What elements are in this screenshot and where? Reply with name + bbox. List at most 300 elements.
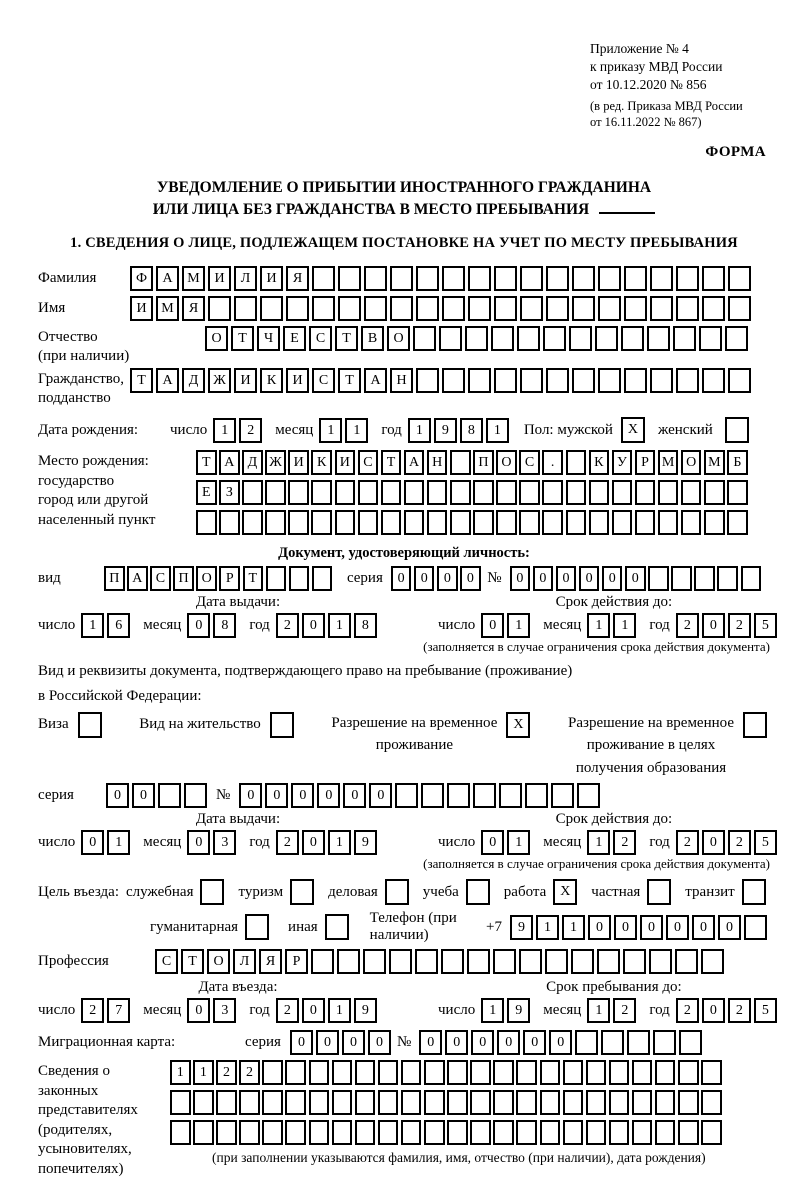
representative-cell[interactable] bbox=[355, 1060, 376, 1085]
representative-cell[interactable] bbox=[701, 1090, 722, 1115]
name-cell[interactable] bbox=[312, 296, 335, 321]
representative-cell[interactable] bbox=[309, 1120, 330, 1145]
birth-place-cell[interactable] bbox=[519, 480, 540, 505]
birth-place-cell[interactable]: Б bbox=[727, 450, 748, 475]
name-cell[interactable] bbox=[598, 296, 621, 321]
name-cell[interactable] bbox=[676, 296, 699, 321]
name-cell[interactable] bbox=[702, 296, 725, 321]
surname-cell[interactable]: Ф bbox=[130, 266, 153, 291]
migration-number-cell[interactable]: 0 bbox=[471, 1030, 494, 1055]
residence-issue-day-cell[interactable]: 0 bbox=[81, 830, 104, 855]
phone-cell[interactable]: 0 bbox=[588, 915, 611, 940]
citizenship-cell[interactable] bbox=[598, 368, 621, 393]
representative-cell[interactable] bbox=[216, 1090, 237, 1115]
phone-cell[interactable]: 1 bbox=[536, 915, 559, 940]
citizenship-cell[interactable] bbox=[442, 368, 465, 393]
residence-issue-year-cell[interactable]: 9 bbox=[354, 830, 377, 855]
identity-issue-year-cell[interactable]: 2 bbox=[276, 613, 299, 638]
birth-place-cell[interactable]: С bbox=[358, 450, 379, 475]
profession-cell[interactable] bbox=[441, 949, 464, 974]
birth-place-cell[interactable]: М bbox=[704, 450, 725, 475]
residence-issue-month-cell[interactable]: 0 bbox=[187, 830, 210, 855]
birth-date-year-cell[interactable]: 1 bbox=[408, 418, 431, 443]
name-cell[interactable] bbox=[286, 296, 309, 321]
patronymic-cell[interactable]: О bbox=[205, 326, 228, 351]
migration-series-cell[interactable]: 0 bbox=[290, 1030, 313, 1055]
stay-date-year-cell[interactable]: 2 bbox=[728, 998, 751, 1023]
citizenship-cell[interactable] bbox=[572, 368, 595, 393]
representative-cell[interactable] bbox=[678, 1060, 699, 1085]
surname-cell[interactable] bbox=[546, 266, 569, 291]
birth-place-cell[interactable]: О bbox=[681, 450, 702, 475]
name-cell[interactable] bbox=[338, 296, 361, 321]
migration-number-cell[interactable] bbox=[627, 1030, 650, 1055]
birth-date-year-cell[interactable]: 8 bbox=[460, 418, 483, 443]
birth-place-cell[interactable] bbox=[219, 510, 240, 535]
residence-series-cell[interactable]: 0 bbox=[106, 783, 129, 808]
identity-issue-year-cell[interactable]: 8 bbox=[354, 613, 377, 638]
residence-series-cell[interactable] bbox=[184, 783, 207, 808]
identity-issue-day-cell[interactable]: 6 bbox=[107, 613, 130, 638]
representative-cell[interactable] bbox=[470, 1120, 491, 1145]
residence-number-cell[interactable] bbox=[421, 783, 444, 808]
residence-issue-day-cell[interactable]: 1 bbox=[107, 830, 130, 855]
residence-number-cell[interactable] bbox=[473, 783, 496, 808]
phone-cell[interactable]: 9 bbox=[510, 915, 533, 940]
representative-cell[interactable] bbox=[701, 1120, 722, 1145]
purpose-official-checkbox[interactable] bbox=[200, 879, 224, 905]
name-cell[interactable]: М bbox=[156, 296, 179, 321]
patronymic-cell[interactable] bbox=[699, 326, 722, 351]
patronymic-cell[interactable]: Т bbox=[335, 326, 358, 351]
surname-cell[interactable] bbox=[676, 266, 699, 291]
stay-date-month-cell[interactable]: 2 bbox=[613, 998, 636, 1023]
entry-date-year-cell[interactable]: 1 bbox=[328, 998, 351, 1023]
profession-cell[interactable] bbox=[545, 949, 568, 974]
profession-cell[interactable] bbox=[701, 949, 724, 974]
migration-number-cell[interactable] bbox=[575, 1030, 598, 1055]
birth-place-cell[interactable] bbox=[473, 480, 494, 505]
residence-valid-year-cell[interactable]: 2 bbox=[676, 830, 699, 855]
representative-cell[interactable] bbox=[447, 1090, 468, 1115]
representative-cell[interactable] bbox=[401, 1060, 422, 1085]
entry-date-day-cell[interactable]: 2 bbox=[81, 998, 104, 1023]
patronymic-cell[interactable]: С bbox=[309, 326, 332, 351]
birth-place-cell[interactable]: К bbox=[589, 450, 610, 475]
birth-place-cell[interactable] bbox=[358, 510, 379, 535]
patronymic-cell[interactable] bbox=[569, 326, 592, 351]
birth-place-cell[interactable] bbox=[496, 480, 517, 505]
citizenship-cell[interactable]: А bbox=[364, 368, 387, 393]
migration-number-cell[interactable] bbox=[601, 1030, 624, 1055]
migration-number-cell[interactable]: 0 bbox=[549, 1030, 572, 1055]
birth-place-cell[interactable] bbox=[242, 480, 263, 505]
surname-cell[interactable] bbox=[598, 266, 621, 291]
name-cell[interactable] bbox=[364, 296, 387, 321]
citizenship-cell[interactable]: А bbox=[156, 368, 179, 393]
representative-cell[interactable] bbox=[401, 1120, 422, 1145]
identity-issue-year-cell[interactable]: 1 bbox=[328, 613, 351, 638]
representative-cell[interactable] bbox=[540, 1060, 561, 1085]
birth-place-cell[interactable] bbox=[658, 510, 679, 535]
citizenship-cell[interactable]: С bbox=[312, 368, 335, 393]
surname-cell[interactable] bbox=[338, 266, 361, 291]
birth-place-cell[interactable] bbox=[265, 480, 286, 505]
patronymic-cell[interactable] bbox=[595, 326, 618, 351]
profession-cell[interactable] bbox=[597, 949, 620, 974]
identity-number-cell[interactable]: 0 bbox=[579, 566, 600, 591]
surname-cell[interactable] bbox=[702, 266, 725, 291]
migration-number-cell[interactable]: 0 bbox=[523, 1030, 546, 1055]
representative-cell[interactable] bbox=[516, 1060, 537, 1085]
identity-number-cell[interactable] bbox=[741, 566, 762, 591]
profession-cell[interactable]: Р bbox=[285, 949, 308, 974]
purpose-other-checkbox[interactable] bbox=[325, 914, 349, 940]
birth-place-cell[interactable]: О bbox=[496, 450, 517, 475]
representative-cell[interactable] bbox=[540, 1120, 561, 1145]
representative-cell[interactable] bbox=[285, 1090, 306, 1115]
identity-valid-day-cell[interactable]: 0 bbox=[481, 613, 504, 638]
birth-place-cell[interactable] bbox=[635, 510, 656, 535]
surname-cell[interactable] bbox=[416, 266, 439, 291]
residence-number-cell[interactable] bbox=[395, 783, 418, 808]
migration-number-cell[interactable] bbox=[653, 1030, 676, 1055]
phone-cell[interactable]: 1 bbox=[562, 915, 585, 940]
residence-number-cell[interactable]: 0 bbox=[291, 783, 314, 808]
birth-place-cell[interactable] bbox=[542, 510, 563, 535]
representative-cell[interactable]: 2 bbox=[216, 1060, 237, 1085]
profession-cell[interactable] bbox=[337, 949, 360, 974]
residence-number-cell[interactable]: 0 bbox=[265, 783, 288, 808]
identity-number-cell[interactable] bbox=[694, 566, 715, 591]
representative-cell[interactable] bbox=[470, 1090, 491, 1115]
patronymic-cell[interactable]: Т bbox=[231, 326, 254, 351]
residence-issue-year-cell[interactable]: 1 bbox=[328, 830, 351, 855]
residence-series-cell[interactable]: 0 bbox=[132, 783, 155, 808]
birth-place-cell[interactable]: А bbox=[404, 450, 425, 475]
identity-valid-year-cell[interactable]: 5 bbox=[754, 613, 777, 638]
birth-place-cell[interactable]: Р bbox=[635, 450, 656, 475]
citizenship-cell[interactable] bbox=[728, 368, 751, 393]
identity-valid-month-cell[interactable]: 1 bbox=[613, 613, 636, 638]
migration-number-cell[interactable] bbox=[679, 1030, 702, 1055]
birth-place-cell[interactable] bbox=[288, 480, 309, 505]
surname-cell[interactable] bbox=[312, 266, 335, 291]
birth-date-month-cell[interactable]: 1 bbox=[319, 418, 342, 443]
identity-kind-cell[interactable]: Т bbox=[243, 566, 264, 591]
residence-issue-month-cell[interactable]: 3 bbox=[213, 830, 236, 855]
representative-cell[interactable] bbox=[193, 1090, 214, 1115]
residence-valid-year-cell[interactable]: 0 bbox=[702, 830, 725, 855]
birth-place-cell[interactable]: К bbox=[311, 450, 332, 475]
patronymic-cell[interactable]: В bbox=[361, 326, 384, 351]
patronymic-cell[interactable] bbox=[465, 326, 488, 351]
identity-kind-cell[interactable]: П bbox=[173, 566, 194, 591]
birth-place-cell[interactable] bbox=[450, 480, 471, 505]
citizenship-cell[interactable]: Ж bbox=[208, 368, 231, 393]
identity-kind-cell[interactable] bbox=[289, 566, 310, 591]
identity-kind-cell[interactable]: П bbox=[104, 566, 125, 591]
migration-series-cell[interactable]: 0 bbox=[368, 1030, 391, 1055]
birth-place-cell[interactable] bbox=[265, 510, 286, 535]
residence-valid-month-cell[interactable]: 2 bbox=[613, 830, 636, 855]
profession-cell[interactable]: Т bbox=[181, 949, 204, 974]
birth-place-cell[interactable] bbox=[727, 510, 748, 535]
birth-place-cell[interactable]: У bbox=[612, 450, 633, 475]
representative-cell[interactable] bbox=[632, 1120, 653, 1145]
migration-number-cell[interactable]: 0 bbox=[445, 1030, 468, 1055]
representative-cell[interactable] bbox=[493, 1060, 514, 1085]
name-cell[interactable] bbox=[650, 296, 673, 321]
name-cell[interactable] bbox=[468, 296, 491, 321]
representative-cell[interactable] bbox=[632, 1060, 653, 1085]
representative-cell[interactable] bbox=[586, 1060, 607, 1085]
representative-cell[interactable] bbox=[678, 1120, 699, 1145]
purpose-transit-checkbox[interactable] bbox=[742, 879, 766, 905]
birth-place-cell[interactable]: С bbox=[519, 450, 540, 475]
identity-valid-year-cell[interactable]: 0 bbox=[702, 613, 725, 638]
birth-place-cell[interactable] bbox=[589, 480, 610, 505]
representative-cell[interactable] bbox=[516, 1090, 537, 1115]
residence-series-cell[interactable] bbox=[158, 783, 181, 808]
birth-place-cell[interactable] bbox=[311, 510, 332, 535]
name-cell[interactable] bbox=[572, 296, 595, 321]
migration-number-cell[interactable]: 0 bbox=[419, 1030, 442, 1055]
patronymic-cell[interactable] bbox=[517, 326, 540, 351]
identity-kind-cell[interactable]: О bbox=[196, 566, 217, 591]
entry-date-month-cell[interactable]: 3 bbox=[213, 998, 236, 1023]
residence-number-cell[interactable]: 0 bbox=[239, 783, 262, 808]
name-cell[interactable] bbox=[520, 296, 543, 321]
representative-cell[interactable] bbox=[563, 1090, 584, 1115]
identity-valid-year-cell[interactable]: 2 bbox=[728, 613, 751, 638]
name-cell[interactable] bbox=[416, 296, 439, 321]
identity-number-cell[interactable] bbox=[648, 566, 669, 591]
patronymic-cell[interactable]: О bbox=[387, 326, 410, 351]
representative-cell[interactable] bbox=[309, 1060, 330, 1085]
birth-place-cell[interactable] bbox=[381, 480, 402, 505]
birth-place-cell[interactable]: Е bbox=[196, 480, 217, 505]
sex-female-checkbox[interactable] bbox=[725, 417, 749, 443]
entry-date-day-cell[interactable]: 7 bbox=[107, 998, 130, 1023]
representative-cell[interactable] bbox=[262, 1060, 283, 1085]
representative-cell[interactable] bbox=[262, 1090, 283, 1115]
birth-place-cell[interactable] bbox=[404, 510, 425, 535]
birth-place-cell[interactable] bbox=[704, 480, 725, 505]
birth-place-cell[interactable] bbox=[242, 510, 263, 535]
representative-cell[interactable] bbox=[470, 1060, 491, 1085]
phone-cell[interactable]: 0 bbox=[718, 915, 741, 940]
patronymic-cell[interactable] bbox=[647, 326, 670, 351]
phone-cell[interactable]: 0 bbox=[692, 915, 715, 940]
representative-cell[interactable]: 1 bbox=[193, 1060, 214, 1085]
representative-cell[interactable] bbox=[701, 1060, 722, 1085]
birth-place-cell[interactable] bbox=[311, 480, 332, 505]
birth-date-month-cell[interactable]: 1 bbox=[345, 418, 368, 443]
entry-date-month-cell[interactable]: 0 bbox=[187, 998, 210, 1023]
birth-place-cell[interactable] bbox=[427, 510, 448, 535]
birth-place-cell[interactable]: З bbox=[219, 480, 240, 505]
birth-place-cell[interactable] bbox=[335, 510, 356, 535]
citizenship-cell[interactable] bbox=[520, 368, 543, 393]
representative-cell[interactable] bbox=[424, 1060, 445, 1085]
profession-cell[interactable] bbox=[493, 949, 516, 974]
profession-cell[interactable] bbox=[311, 949, 334, 974]
citizenship-cell[interactable] bbox=[650, 368, 673, 393]
birth-place-cell[interactable] bbox=[612, 510, 633, 535]
identity-issue-month-cell[interactable]: 0 bbox=[187, 613, 210, 638]
profession-cell[interactable] bbox=[363, 949, 386, 974]
citizenship-cell[interactable]: Н bbox=[390, 368, 413, 393]
representative-cell[interactable] bbox=[378, 1060, 399, 1085]
residence-number-cell[interactable] bbox=[525, 783, 548, 808]
patronymic-cell[interactable] bbox=[621, 326, 644, 351]
surname-cell[interactable]: Л bbox=[234, 266, 257, 291]
birth-place-cell[interactable]: М bbox=[658, 450, 679, 475]
birth-place-cell[interactable] bbox=[681, 480, 702, 505]
name-cell[interactable] bbox=[624, 296, 647, 321]
profession-cell[interactable] bbox=[519, 949, 542, 974]
citizenship-cell[interactable] bbox=[624, 368, 647, 393]
identity-number-cell[interactable]: 0 bbox=[533, 566, 554, 591]
representative-cell[interactable] bbox=[239, 1120, 260, 1145]
temp-permit-edu-checkbox[interactable] bbox=[743, 712, 767, 738]
migration-number-cell[interactable]: 0 bbox=[497, 1030, 520, 1055]
profession-cell[interactable] bbox=[571, 949, 594, 974]
surname-cell[interactable]: И bbox=[208, 266, 231, 291]
stay-date-year-cell[interactable]: 5 bbox=[754, 998, 777, 1023]
surname-cell[interactable] bbox=[442, 266, 465, 291]
surname-cell[interactable] bbox=[468, 266, 491, 291]
name-cell[interactable] bbox=[260, 296, 283, 321]
patronymic-cell[interactable] bbox=[491, 326, 514, 351]
stay-date-day-cell[interactable]: 1 bbox=[481, 998, 504, 1023]
name-cell[interactable] bbox=[546, 296, 569, 321]
migration-series-cell[interactable]: 0 bbox=[342, 1030, 365, 1055]
purpose-tourism-checkbox[interactable] bbox=[290, 879, 314, 905]
birth-place-cell[interactable] bbox=[288, 510, 309, 535]
surname-cell[interactable] bbox=[728, 266, 751, 291]
representative-cell[interactable] bbox=[540, 1090, 561, 1115]
profession-cell[interactable]: Я bbox=[259, 949, 282, 974]
representative-cell[interactable] bbox=[655, 1120, 676, 1145]
temp-permit-checkbox[interactable]: X bbox=[506, 712, 530, 738]
birth-date-year-cell[interactable]: 9 bbox=[434, 418, 457, 443]
profession-cell[interactable] bbox=[675, 949, 698, 974]
representative-cell[interactable] bbox=[609, 1090, 630, 1115]
phone-cell[interactable] bbox=[744, 915, 767, 940]
citizenship-cell[interactable]: Т bbox=[130, 368, 153, 393]
purpose-study-checkbox[interactable] bbox=[466, 879, 490, 905]
profession-cell[interactable]: С bbox=[155, 949, 178, 974]
birth-place-cell[interactable] bbox=[381, 510, 402, 535]
representative-cell[interactable] bbox=[309, 1090, 330, 1115]
stay-date-day-cell[interactable]: 9 bbox=[507, 998, 530, 1023]
birth-place-cell[interactable] bbox=[681, 510, 702, 535]
identity-number-cell[interactable]: 0 bbox=[602, 566, 623, 591]
representative-cell[interactable] bbox=[586, 1090, 607, 1115]
birth-place-cell[interactable]: Т bbox=[381, 450, 402, 475]
birth-place-cell[interactable]: Ж bbox=[265, 450, 286, 475]
citizenship-cell[interactable] bbox=[416, 368, 439, 393]
birth-place-cell[interactable] bbox=[473, 510, 494, 535]
birth-place-cell[interactable]: П bbox=[473, 450, 494, 475]
representative-cell[interactable] bbox=[262, 1120, 283, 1145]
name-cell[interactable] bbox=[494, 296, 517, 321]
residence-valid-day-cell[interactable]: 0 bbox=[481, 830, 504, 855]
profession-cell[interactable] bbox=[389, 949, 412, 974]
birth-place-cell[interactable] bbox=[335, 480, 356, 505]
residence-permit-checkbox[interactable] bbox=[270, 712, 294, 738]
birth-date-year-cell[interactable]: 1 bbox=[486, 418, 509, 443]
birth-place-cell[interactable] bbox=[427, 480, 448, 505]
representative-cell[interactable] bbox=[239, 1090, 260, 1115]
residence-number-cell[interactable] bbox=[551, 783, 574, 808]
residence-valid-year-cell[interactable]: 2 bbox=[728, 830, 751, 855]
representative-cell[interactable] bbox=[332, 1120, 353, 1145]
name-cell[interactable]: Я bbox=[182, 296, 205, 321]
birth-place-cell[interactable] bbox=[566, 510, 587, 535]
representative-cell[interactable] bbox=[285, 1120, 306, 1145]
birth-place-cell[interactable] bbox=[612, 480, 633, 505]
identity-number-cell[interactable] bbox=[717, 566, 738, 591]
residence-valid-day-cell[interactable]: 1 bbox=[507, 830, 530, 855]
birth-place-cell[interactable]: . bbox=[542, 450, 563, 475]
birth-place-cell[interactable] bbox=[196, 510, 217, 535]
citizenship-cell[interactable] bbox=[676, 368, 699, 393]
residence-issue-year-cell[interactable]: 2 bbox=[276, 830, 299, 855]
representative-cell[interactable] bbox=[563, 1060, 584, 1085]
surname-cell[interactable] bbox=[520, 266, 543, 291]
phone-cell[interactable]: 0 bbox=[666, 915, 689, 940]
representative-cell[interactable] bbox=[655, 1060, 676, 1085]
representative-cell[interactable] bbox=[655, 1090, 676, 1115]
representative-cell[interactable] bbox=[678, 1090, 699, 1115]
representative-cell[interactable] bbox=[586, 1120, 607, 1145]
purpose-private-checkbox[interactable] bbox=[647, 879, 671, 905]
profession-cell[interactable]: О bbox=[207, 949, 230, 974]
identity-series-cell[interactable]: 0 bbox=[460, 566, 481, 591]
birth-place-cell[interactable] bbox=[635, 480, 656, 505]
representative-cell[interactable] bbox=[424, 1120, 445, 1145]
representative-cell[interactable] bbox=[424, 1090, 445, 1115]
citizenship-cell[interactable] bbox=[702, 368, 725, 393]
representative-cell[interactable] bbox=[170, 1120, 191, 1145]
phone-cell[interactable]: 0 bbox=[640, 915, 663, 940]
residence-number-cell[interactable]: 0 bbox=[317, 783, 340, 808]
identity-series-cell[interactable]: 0 bbox=[437, 566, 458, 591]
representative-cell[interactable] bbox=[493, 1090, 514, 1115]
citizenship-cell[interactable]: К bbox=[260, 368, 283, 393]
birth-place-cell[interactable] bbox=[727, 480, 748, 505]
birth-place-cell[interactable] bbox=[358, 480, 379, 505]
representative-cell[interactable]: 2 bbox=[239, 1060, 260, 1085]
representative-cell[interactable] bbox=[516, 1120, 537, 1145]
phone-cell[interactable]: 0 bbox=[614, 915, 637, 940]
identity-issue-year-cell[interactable]: 0 bbox=[302, 613, 325, 638]
surname-cell[interactable] bbox=[650, 266, 673, 291]
representative-cell[interactable] bbox=[193, 1120, 214, 1145]
representative-cell[interactable] bbox=[332, 1060, 353, 1085]
identity-kind-cell[interactable]: Р bbox=[219, 566, 240, 591]
birth-place-cell[interactable] bbox=[519, 510, 540, 535]
patronymic-cell[interactable] bbox=[543, 326, 566, 351]
identity-number-cell[interactable] bbox=[671, 566, 692, 591]
identity-valid-year-cell[interactable]: 2 bbox=[676, 613, 699, 638]
surname-cell[interactable] bbox=[494, 266, 517, 291]
residence-number-cell[interactable]: 0 bbox=[369, 783, 392, 808]
identity-series-cell[interactable]: 0 bbox=[391, 566, 412, 591]
